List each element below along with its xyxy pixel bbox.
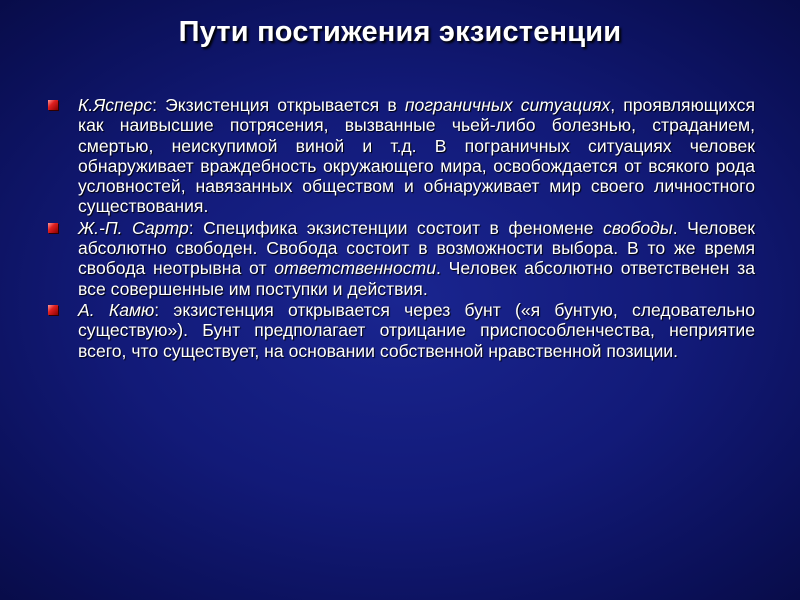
item-text: . Человек абсолютно свободен. Свобода состоит в возможности выбора. В то же время свобода неотрывна от <box>78 217 755 279</box>
author-name: Ж.-П. Сартр <box>78 217 189 238</box>
author-name: А. Камю <box>78 299 155 320</box>
slide-title: Пути постижения экзистенции <box>178 16 622 48</box>
list-item-sartre <box>48 218 755 299</box>
bullet-icon <box>48 223 58 233</box>
item-text: . Человек абсолютно ответственен за все совершенные им поступки и действия. <box>78 258 755 299</box>
bullet-icon <box>48 305 58 315</box>
item-text: : экзистенция открывается через бунт («я бунтую, следовательно существую»). Бунт предполагает отрицание приспособленчества, неприятие всего, что существует, на основании собственной нравственной позиции. <box>78 299 755 361</box>
item-text: : Специфика экзистенции состоит в феномене <box>188 217 604 238</box>
author-name: К.Ясперс <box>78 95 153 115</box>
bullet-list <box>48 95 755 362</box>
item-text: : Экзистенция открывается в <box>152 95 405 115</box>
bullet-icon <box>48 100 58 110</box>
list-item-jaspers <box>48 95 755 217</box>
item-emphasis: пограничных ситуациях <box>404 95 611 115</box>
item-emphasis: ответственности <box>274 258 436 279</box>
list-item-camus <box>48 300 755 361</box>
item-emphasis: свободы <box>603 217 673 238</box>
item-text: , проявляющихся как наивысшие потрясения, вызванные чьей-либо болезнью, страданием, смертью, неискупимой виной и т.д. В пограничных ситуациях человек обнаруживает враждебность окружающего мира, освобождается от всякого рода условностей, навязанных обществом и обнаруживает мир своего личностного существования. <box>78 95 756 217</box>
